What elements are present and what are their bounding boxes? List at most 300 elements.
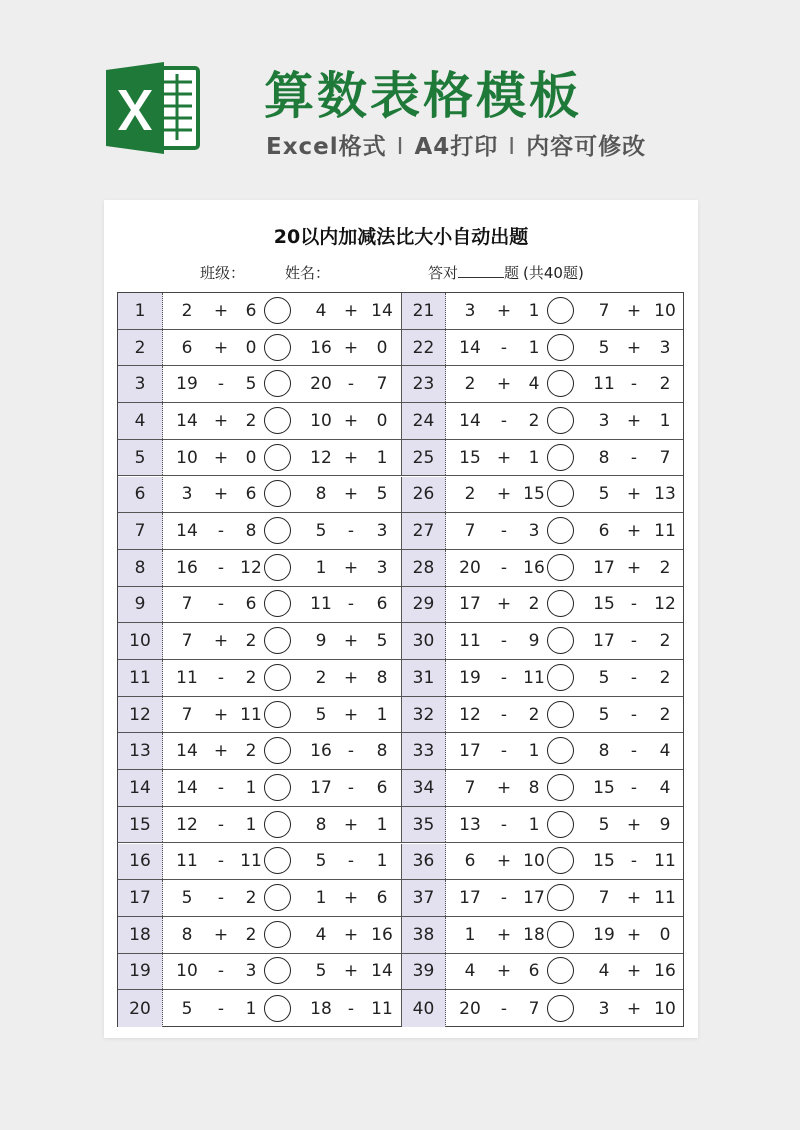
operand-d: 1 (659, 410, 671, 431)
problem-right-half (401, 587, 684, 623)
operand-b: 1 (528, 337, 540, 358)
operand-a: 7 (181, 631, 193, 652)
problem-number: 21 (401, 293, 446, 329)
operand-a: 5 (181, 888, 193, 909)
operator-op2: + (626, 924, 642, 945)
problem-right-half (401, 807, 684, 843)
operand-d: 8 (376, 741, 388, 762)
compare-answer-circle[interactable] (264, 847, 291, 874)
operand-c: 9 (315, 631, 327, 652)
worksheet-title: 20以内加减法比大小自动出题 (273, 226, 529, 248)
operator-op1: + (496, 594, 512, 615)
problem-left-half (118, 550, 401, 586)
compare-answer-circle[interactable] (264, 811, 291, 838)
operand-d: 3 (376, 521, 388, 542)
operand-d: 12 (654, 594, 676, 615)
operator-op1: - (500, 557, 508, 578)
operator-op1: + (213, 924, 229, 945)
operator-op1: - (217, 594, 225, 615)
operand-b: 3 (528, 521, 540, 542)
operand-d: 1 (376, 704, 388, 725)
problem-number: 35 (401, 807, 446, 843)
operand-b: 11 (240, 851, 262, 872)
operand-b: 1 (528, 741, 540, 762)
operand-b: 1 (528, 300, 540, 321)
operand-b: 0 (245, 447, 257, 468)
problem-right-half (401, 917, 684, 953)
operator-op2: + (626, 410, 642, 431)
score-blank (458, 265, 504, 278)
problem-left-half (118, 293, 401, 329)
compare-answer-circle[interactable] (547, 884, 574, 911)
operand-a: 2 (464, 484, 476, 505)
operand-c: 5 (598, 337, 610, 358)
compare-answer-circle[interactable] (264, 884, 291, 911)
operator-op2: + (626, 557, 642, 578)
operand-c: 19 (593, 924, 615, 945)
operand-a: 7 (464, 777, 476, 798)
compare-answer-circle[interactable] (264, 297, 291, 324)
problem-right-half (401, 366, 684, 402)
problem-right-half (401, 660, 684, 696)
operand-a: 3 (464, 300, 476, 321)
name-label: 姓名： (285, 264, 331, 282)
compare-answer-circle[interactable] (547, 664, 574, 691)
operand-c: 18 (310, 998, 332, 1019)
operand-a: 7 (181, 594, 193, 615)
operand-d: 1 (376, 814, 388, 835)
problem-right-half (401, 477, 684, 513)
operator-op1: + (213, 410, 229, 431)
operand-a: 1 (464, 924, 476, 945)
operand-d: 16 (654, 961, 676, 982)
problem-number: 39 (401, 954, 446, 990)
compare-answer-circle[interactable] (264, 995, 291, 1022)
operand-d: 16 (371, 924, 393, 945)
operator-op1: + (213, 337, 229, 358)
problem-number: 29 (401, 587, 446, 623)
operand-c: 15 (593, 594, 615, 615)
subtitle-print: A4打印 (414, 134, 499, 160)
problem-left-half (118, 990, 401, 1027)
compare-answer-circle[interactable] (547, 921, 574, 948)
problem-number: 15 (118, 807, 163, 843)
compare-answer-circle[interactable] (547, 811, 574, 838)
operand-c: 16 (310, 337, 332, 358)
table-row (118, 733, 683, 770)
table-row (118, 477, 683, 514)
operand-b: 6 (245, 300, 257, 321)
operand-a: 17 (459, 888, 481, 909)
operator-op1: + (496, 961, 512, 982)
table-row (118, 990, 683, 1027)
operand-a: 6 (464, 851, 476, 872)
compare-answer-circle[interactable] (264, 737, 291, 764)
operator-op1: - (500, 741, 508, 762)
problem-number: 12 (118, 697, 163, 733)
problem-number: 26 (401, 477, 446, 513)
operand-d: 10 (654, 300, 676, 321)
operator-op2: - (347, 594, 355, 615)
operator-op1: - (217, 961, 225, 982)
operator-op1: - (217, 998, 225, 1019)
operator-op1: + (213, 300, 229, 321)
operator-op1: + (213, 741, 229, 762)
operand-c: 1 (315, 557, 327, 578)
operand-c: 5 (315, 521, 327, 542)
operand-c: 7 (598, 888, 610, 909)
problem-number: 30 (401, 623, 446, 659)
compare-answer-circle[interactable] (264, 370, 291, 397)
operand-d: 3 (659, 337, 671, 358)
compare-answer-circle[interactable] (264, 774, 291, 801)
operand-b: 16 (523, 557, 545, 578)
operand-c: 5 (598, 667, 610, 688)
problem-number: 32 (401, 697, 446, 733)
compare-answer-circle[interactable] (264, 590, 291, 617)
problem-left-half (118, 366, 401, 402)
problem-right-half (401, 623, 684, 659)
problem-left-half (118, 623, 401, 659)
operand-d: 2 (659, 704, 671, 725)
operator-op1: - (217, 374, 225, 395)
operand-a: 17 (459, 594, 481, 615)
operand-c: 4 (315, 300, 327, 321)
operator-op2: - (630, 631, 638, 652)
problem-number: 14 (118, 770, 163, 806)
operand-a: 2 (464, 374, 476, 395)
compare-answer-circle[interactable] (547, 701, 574, 728)
compare-answer-circle[interactable] (264, 517, 291, 544)
operand-d: 6 (376, 594, 388, 615)
table-row (118, 807, 683, 844)
operand-d: 1 (376, 447, 388, 468)
operand-d: 4 (659, 741, 671, 762)
compare-answer-circle[interactable] (547, 370, 574, 397)
problem-right-half (401, 293, 684, 329)
operand-a: 14 (176, 410, 198, 431)
table-row (118, 880, 683, 917)
problem-number: 6 (118, 477, 163, 513)
operand-c: 5 (598, 704, 610, 725)
problem-number: 2 (118, 330, 163, 366)
subtitle-format: Excel格式 (266, 134, 387, 160)
operand-a: 15 (459, 447, 481, 468)
operand-c: 4 (598, 961, 610, 982)
operand-c: 1 (315, 888, 327, 909)
operand-b: 2 (245, 667, 257, 688)
compare-answer-circle[interactable] (547, 774, 574, 801)
operator-op2: + (626, 484, 642, 505)
operand-d: 1 (376, 851, 388, 872)
operator-op2: + (343, 484, 359, 505)
operand-a: 11 (176, 667, 198, 688)
operand-a: 11 (459, 631, 481, 652)
operand-d: 4 (659, 777, 671, 798)
operand-c: 17 (593, 631, 615, 652)
problem-left-half (118, 807, 401, 843)
compare-answer-circle[interactable] (264, 627, 291, 654)
operand-d: 8 (376, 667, 388, 688)
compare-answer-circle[interactable] (547, 957, 574, 984)
operator-op2: - (630, 851, 638, 872)
operator-op1: - (500, 410, 508, 431)
problem-number: 8 (118, 550, 163, 586)
operand-c: 20 (310, 374, 332, 395)
operand-b: 6 (528, 961, 540, 982)
operand-b: 2 (245, 631, 257, 652)
problem-left-half (118, 844, 401, 880)
compare-answer-circle[interactable] (264, 554, 291, 581)
problem-left-half (118, 660, 401, 696)
compare-answer-circle[interactable] (264, 407, 291, 434)
operator-op2: - (630, 667, 638, 688)
problem-number: 9 (118, 587, 163, 623)
operand-c: 6 (598, 521, 610, 542)
operator-op2: + (626, 961, 642, 982)
operator-op1: + (213, 704, 229, 725)
operand-a: 10 (176, 961, 198, 982)
operand-a: 7 (464, 521, 476, 542)
operand-b: 9 (528, 631, 540, 652)
problem-number: 22 (401, 330, 446, 366)
problem-number: 38 (401, 917, 446, 953)
problem-left-half (118, 403, 401, 439)
operand-c: 12 (310, 447, 332, 468)
problem-left-half (118, 587, 401, 623)
operator-op1: - (217, 814, 225, 835)
operand-a: 5 (181, 998, 193, 1019)
operator-op2: - (347, 374, 355, 395)
compare-answer-circle[interactable] (547, 554, 574, 581)
operand-d: 11 (654, 851, 676, 872)
operator-op2: - (347, 521, 355, 542)
operator-op2: - (347, 998, 355, 1019)
compare-answer-circle[interactable] (547, 627, 574, 654)
operand-d: 6 (376, 888, 388, 909)
operator-op2: + (343, 704, 359, 725)
problem-left-half (118, 697, 401, 733)
operator-op1: - (500, 521, 508, 542)
operand-d: 0 (376, 337, 388, 358)
operand-c: 3 (598, 998, 610, 1019)
problem-left-half (118, 954, 401, 990)
compare-answer-circle[interactable] (547, 737, 574, 764)
problem-left-half (118, 733, 401, 769)
operator-op2: + (343, 337, 359, 358)
operand-b: 0 (245, 337, 257, 358)
problem-right-half (401, 550, 684, 586)
operator-op1: - (217, 557, 225, 578)
operator-op1: + (496, 484, 512, 505)
operand-b: 3 (245, 961, 257, 982)
operand-b: 2 (245, 924, 257, 945)
subtitle-separator: I (508, 134, 517, 160)
table-row (118, 403, 683, 440)
compare-answer-circle[interactable] (547, 847, 574, 874)
operand-a: 12 (459, 704, 481, 725)
operator-op2: - (630, 374, 638, 395)
operator-op2: - (630, 704, 638, 725)
table-row (118, 623, 683, 660)
operand-c: 5 (315, 851, 327, 872)
operand-d: 9 (659, 814, 671, 835)
operand-b: 17 (523, 888, 545, 909)
compare-answer-circle[interactable] (264, 480, 291, 507)
operand-a: 7 (181, 704, 193, 725)
operand-d: 11 (654, 521, 676, 542)
operand-a: 14 (459, 410, 481, 431)
operand-d: 11 (371, 998, 393, 1019)
operand-b: 2 (245, 741, 257, 762)
compare-answer-circle[interactable] (547, 517, 574, 544)
operand-c: 17 (310, 777, 332, 798)
operand-d: 7 (659, 447, 671, 468)
operator-op2: - (347, 851, 355, 872)
operand-c: 4 (315, 924, 327, 945)
operator-op2: + (626, 300, 642, 321)
table-row (118, 440, 683, 477)
operand-b: 12 (240, 557, 262, 578)
table-row (118, 587, 683, 624)
problem-number: 16 (118, 844, 163, 880)
problem-number: 5 (118, 440, 163, 476)
problem-number: 17 (118, 880, 163, 916)
operand-d: 2 (659, 374, 671, 395)
table-row (118, 844, 683, 881)
operator-op1: - (500, 888, 508, 909)
compare-answer-circle[interactable] (547, 334, 574, 361)
problem-right-half (401, 330, 684, 366)
operator-op1: + (213, 447, 229, 468)
operand-a: 16 (176, 557, 198, 578)
problem-left-half (118, 477, 401, 513)
operator-op2: + (343, 410, 359, 431)
class-label: 班级： (200, 264, 246, 282)
operator-op1: - (217, 888, 225, 909)
operator-op2: + (343, 300, 359, 321)
operand-d: 0 (659, 924, 671, 945)
operator-op2: + (626, 998, 642, 1019)
operator-op2: + (343, 961, 359, 982)
problem-right-half (401, 697, 684, 733)
operand-a: 19 (459, 667, 481, 688)
compare-answer-circle[interactable] (547, 297, 574, 324)
problem-right-half (401, 513, 684, 549)
problem-right-half (401, 954, 684, 990)
problem-grid (117, 292, 684, 1027)
operator-op2: + (626, 814, 642, 835)
problem-right-half (401, 403, 684, 439)
problem-number: 10 (118, 623, 163, 659)
operator-op1: + (496, 447, 512, 468)
compare-answer-circle[interactable] (264, 334, 291, 361)
compare-answer-circle[interactable] (547, 995, 574, 1022)
subtitle-separator: I (396, 134, 405, 160)
operand-d: 14 (371, 300, 393, 321)
operand-b: 5 (245, 374, 257, 395)
problem-left-half (118, 917, 401, 953)
operand-a: 14 (176, 521, 198, 542)
operand-b: 6 (245, 594, 257, 615)
compare-answer-circle[interactable] (547, 480, 574, 507)
operator-op1: - (500, 667, 508, 688)
operator-op2: + (343, 667, 359, 688)
operator-op1: - (500, 814, 508, 835)
operand-b: 8 (528, 777, 540, 798)
operator-op1: - (500, 337, 508, 358)
operand-c: 8 (598, 447, 610, 468)
operand-a: 12 (176, 814, 198, 835)
problem-left-half (118, 880, 401, 916)
compare-answer-circle[interactable] (264, 664, 291, 691)
operand-c: 8 (315, 484, 327, 505)
operator-op2: - (630, 741, 638, 762)
operand-a: 3 (181, 484, 193, 505)
table-row (118, 366, 683, 403)
operand-b: 15 (523, 484, 545, 505)
operator-op2: + (626, 888, 642, 909)
total-count: (共40题) (523, 264, 584, 282)
operand-b: 2 (245, 410, 257, 431)
problem-number: 25 (401, 440, 446, 476)
operand-c: 10 (310, 410, 332, 431)
operand-a: 14 (176, 741, 198, 762)
operand-d: 11 (654, 888, 676, 909)
operator-op1: + (496, 851, 512, 872)
operand-d: 2 (659, 667, 671, 688)
problem-number: 37 (401, 880, 446, 916)
operand-d: 14 (371, 961, 393, 982)
operand-a: 10 (176, 447, 198, 468)
operand-b: 1 (245, 814, 257, 835)
problem-right-half (401, 733, 684, 769)
answer-suffix: 题 (504, 264, 520, 282)
excel-icon (104, 60, 202, 156)
operator-op1: + (496, 924, 512, 945)
operator-op2: - (347, 741, 355, 762)
compare-answer-circle[interactable] (547, 590, 574, 617)
compare-answer-circle[interactable] (547, 407, 574, 434)
operator-op1: - (217, 521, 225, 542)
table-row (118, 330, 683, 367)
operator-op2: + (626, 521, 642, 542)
compare-answer-circle[interactable] (547, 444, 574, 471)
compare-answer-circle[interactable] (264, 444, 291, 471)
operand-c: 8 (598, 741, 610, 762)
problem-left-half (118, 770, 401, 806)
operator-op1: - (500, 631, 508, 652)
operator-op2: - (630, 777, 638, 798)
compare-answer-circle[interactable] (264, 957, 291, 984)
compare-answer-circle[interactable] (264, 921, 291, 948)
operand-b: 1 (528, 447, 540, 468)
problem-number: 28 (401, 550, 446, 586)
operand-c: 5 (598, 814, 610, 835)
table-row (118, 917, 683, 954)
table-row (118, 954, 683, 991)
problem-number: 20 (118, 990, 163, 1027)
operator-op2: + (626, 337, 642, 358)
operand-b: 1 (245, 998, 257, 1019)
operand-c: 17 (593, 557, 615, 578)
subtitle (266, 128, 646, 161)
answer-prefix: 答对 (428, 264, 459, 282)
operator-op2: + (343, 814, 359, 835)
compare-answer-circle[interactable] (264, 701, 291, 728)
operand-b: 2 (528, 594, 540, 615)
operand-b: 1 (245, 777, 257, 798)
